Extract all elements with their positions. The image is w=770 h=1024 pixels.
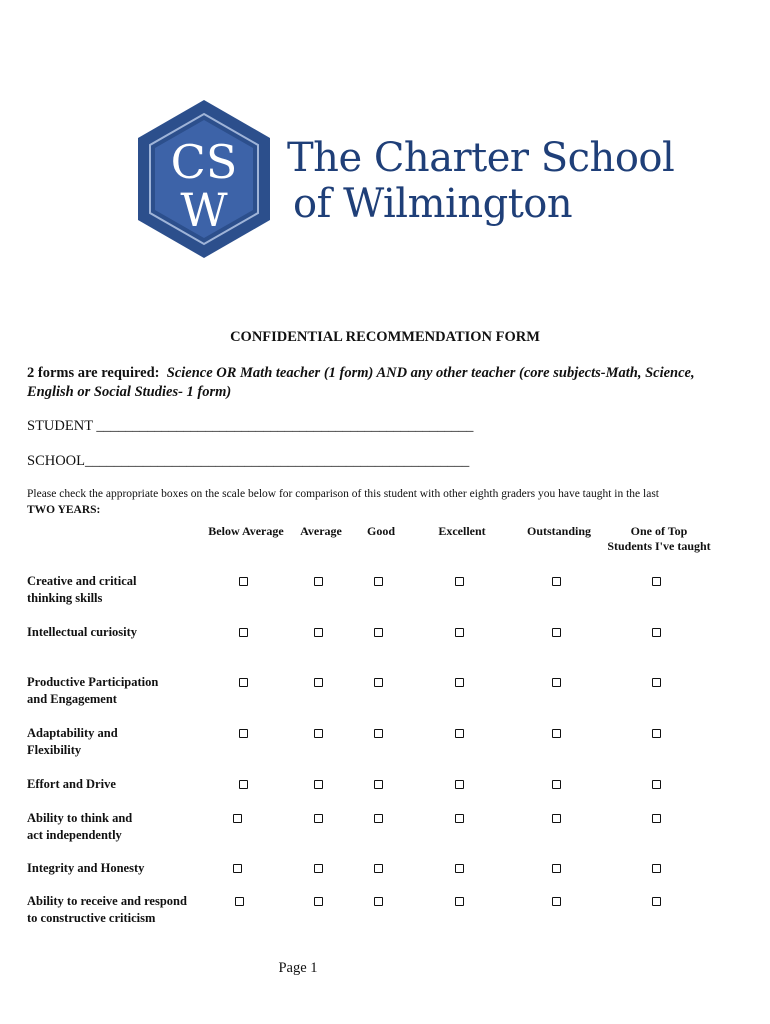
rating-checkbox[interactable] bbox=[374, 678, 383, 687]
rating-checkbox[interactable] bbox=[552, 864, 561, 873]
rating-checkbox[interactable] bbox=[652, 897, 661, 906]
criterion-label: Effort and Drive bbox=[27, 777, 116, 791]
rating-checkbox[interactable] bbox=[652, 729, 661, 738]
requirement-detail-2: English or Social Studies- 1 form) bbox=[27, 384, 232, 400]
rating-checkbox[interactable] bbox=[652, 577, 661, 586]
rating-checkbox[interactable] bbox=[374, 864, 383, 873]
rating-checkbox[interactable] bbox=[652, 864, 661, 873]
school-logo-icon bbox=[134, 98, 274, 260]
scale-column-header: One of Top Students I've taught bbox=[607, 524, 711, 553]
criterion-label: Ability to receive and respond to constructive criticism bbox=[27, 894, 187, 925]
rating-checkbox[interactable] bbox=[552, 628, 561, 637]
page-number: Page 1 bbox=[278, 960, 318, 976]
requirement-note bbox=[27, 364, 752, 402]
rating-checkbox[interactable] bbox=[652, 678, 661, 687]
rating-checkbox[interactable] bbox=[233, 864, 242, 873]
rating-checkbox[interactable] bbox=[314, 780, 323, 789]
rating-checkbox[interactable] bbox=[239, 577, 248, 586]
rating-checkbox[interactable] bbox=[374, 577, 383, 586]
requirement-lead: 2 forms are required: bbox=[27, 365, 160, 381]
rating-checkbox[interactable] bbox=[455, 577, 464, 586]
rating-checkbox[interactable] bbox=[239, 780, 248, 789]
rating-checkbox[interactable] bbox=[374, 729, 383, 738]
student-field[interactable]: STUDENT ____________________________________________________ bbox=[27, 418, 474, 434]
rating-checkbox[interactable] bbox=[314, 864, 323, 873]
scale-column-header: Outstanding bbox=[526, 524, 592, 538]
rating-checkbox[interactable] bbox=[314, 577, 323, 586]
school-name-line1: The Charter School bbox=[287, 135, 675, 181]
school-field[interactable]: SCHOOL_____________________________________________________ bbox=[27, 453, 470, 469]
rating-checkbox[interactable] bbox=[239, 729, 248, 738]
criterion-label: Ability to think and act independently bbox=[27, 811, 133, 842]
criterion-label: Creative and critical thinking skills bbox=[27, 574, 137, 605]
rating-checkbox[interactable] bbox=[239, 678, 248, 687]
logo-monogram-top: CS bbox=[170, 135, 238, 189]
rating-checkbox[interactable] bbox=[455, 897, 464, 906]
rating-checkbox[interactable] bbox=[552, 729, 561, 738]
rating-checkbox[interactable] bbox=[455, 628, 464, 637]
rating-checkbox[interactable] bbox=[552, 897, 561, 906]
rating-checkbox[interactable] bbox=[455, 729, 464, 738]
school-name-line2: of Wilmington bbox=[293, 181, 573, 227]
rating-checkbox[interactable] bbox=[552, 678, 561, 687]
rating-checkbox[interactable] bbox=[652, 814, 661, 823]
rating-checkbox[interactable] bbox=[374, 814, 383, 823]
rating-checkbox[interactable] bbox=[235, 897, 244, 906]
scale-column-header: Average bbox=[300, 524, 342, 538]
scale-column-header: Good bbox=[366, 524, 395, 538]
criterion-label: Intellectual curiosity bbox=[27, 625, 138, 639]
criterion-label: Integrity and Honesty bbox=[27, 861, 145, 875]
rating-checkbox[interactable] bbox=[455, 780, 464, 789]
rating-checkbox[interactable] bbox=[374, 628, 383, 637]
form-title: CONFIDENTIAL RECOMMENDATION FORM bbox=[230, 329, 540, 345]
criterion-label: Adaptability and Flexibility bbox=[27, 726, 118, 757]
scale-column-header: Below Average bbox=[208, 524, 284, 538]
school-name bbox=[287, 134, 674, 226]
rating-checkbox[interactable] bbox=[239, 628, 248, 637]
instructions-bold: TWO YEARS: bbox=[27, 504, 101, 516]
rating-checkbox[interactable] bbox=[233, 814, 242, 823]
rating-checkbox[interactable] bbox=[374, 780, 383, 789]
rating-checkbox[interactable] bbox=[552, 814, 561, 823]
rating-checkbox[interactable] bbox=[314, 729, 323, 738]
rating-checkbox[interactable] bbox=[552, 780, 561, 789]
rating-checkbox[interactable] bbox=[314, 814, 323, 823]
criterion-label: Productive Participation and Engagement bbox=[27, 675, 159, 706]
rating-checkbox[interactable] bbox=[455, 814, 464, 823]
instructions bbox=[27, 486, 757, 518]
rating-checkbox[interactable] bbox=[314, 628, 323, 637]
scale-column-header: Excellent bbox=[438, 524, 486, 538]
rating-checkbox[interactable] bbox=[455, 864, 464, 873]
rating-checkbox[interactable] bbox=[374, 897, 383, 906]
rating-checkbox[interactable] bbox=[552, 577, 561, 586]
rating-checkbox[interactable] bbox=[314, 678, 323, 687]
logo-monogram-bottom: W bbox=[180, 183, 228, 237]
rating-checkbox[interactable] bbox=[314, 897, 323, 906]
rating-checkbox[interactable] bbox=[652, 628, 661, 637]
rating-checkbox[interactable] bbox=[652, 780, 661, 789]
rating-checkbox[interactable] bbox=[455, 678, 464, 687]
instructions-text: Please check the appropriate boxes on the scale below for comparison of this student with other eighth graders you have taught in the last bbox=[27, 488, 660, 500]
requirement-detail-1: Science OR Math teacher (1 form) AND any other teacher (core subjects-Math, Science, bbox=[166, 365, 695, 381]
